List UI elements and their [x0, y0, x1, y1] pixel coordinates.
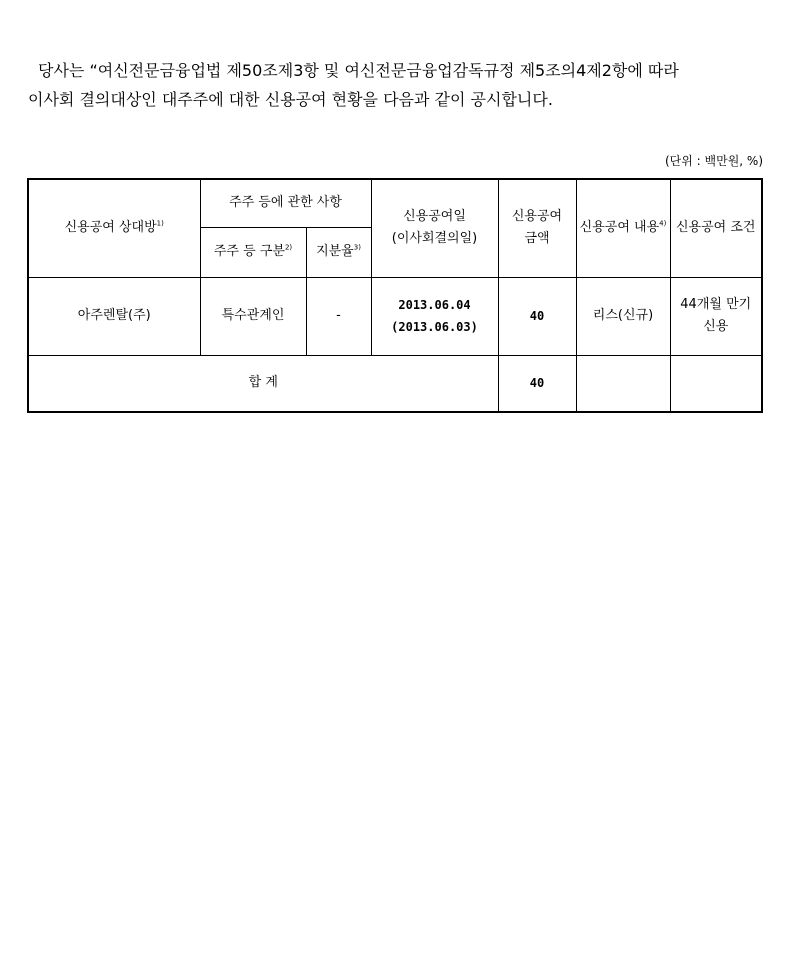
total-terms-empty: [670, 355, 762, 412]
total-label: 합 계: [28, 355, 498, 412]
total-row: [28, 355, 762, 412]
intro-line-2: 이사회 결의대상인 대주주에 대한 신용공여 현황을 다음과 같이 공시합니다.: [28, 90, 553, 109]
cell-shareholder-type: 특수관계인: [200, 277, 306, 355]
cell-stake: -: [306, 277, 371, 355]
header-stake: 지분율$^{3)}$: [306, 227, 371, 277]
table-row: [28, 277, 762, 355]
cell-counterparty: 아주렌탈(주): [28, 277, 200, 355]
header-shareholder-group: 주주 등에 관한 사항: [200, 179, 371, 227]
unit-note: (단위 : 백만원, %): [664, 154, 763, 168]
header-content: 신용공여 내용$^{4)}$: [576, 179, 670, 277]
header-terms: 신용공여 조건: [670, 179, 762, 277]
cell-amount: 40: [498, 277, 576, 355]
header-shareholder-type: 주주 등 구분$^{2)}$: [200, 227, 306, 277]
total-content-empty: [576, 355, 670, 412]
header-credit-date: 신용공여일 (이사회결의일): [371, 179, 498, 277]
cell-content: 리스(신규): [576, 277, 670, 355]
header-amount: 신용공여 금액: [498, 179, 576, 277]
total-amount: 40: [498, 355, 576, 412]
disclosure-intro: [28, 56, 768, 114]
header-row-1: [28, 179, 762, 227]
header-counterparty: 신용공여 상대방$^{1)}$: [28, 179, 200, 277]
cell-terms: 44개월 만기 신용: [670, 277, 762, 355]
intro-line-1: 당사는 “여신전문금융업법 제50조제3항 및 여신전문금융업감독규정 제5조의4제2항에 따라: [38, 61, 679, 80]
cell-credit-date: 2013.06.04 (2013.06.03): [371, 277, 498, 355]
credit-table: [27, 178, 763, 413]
